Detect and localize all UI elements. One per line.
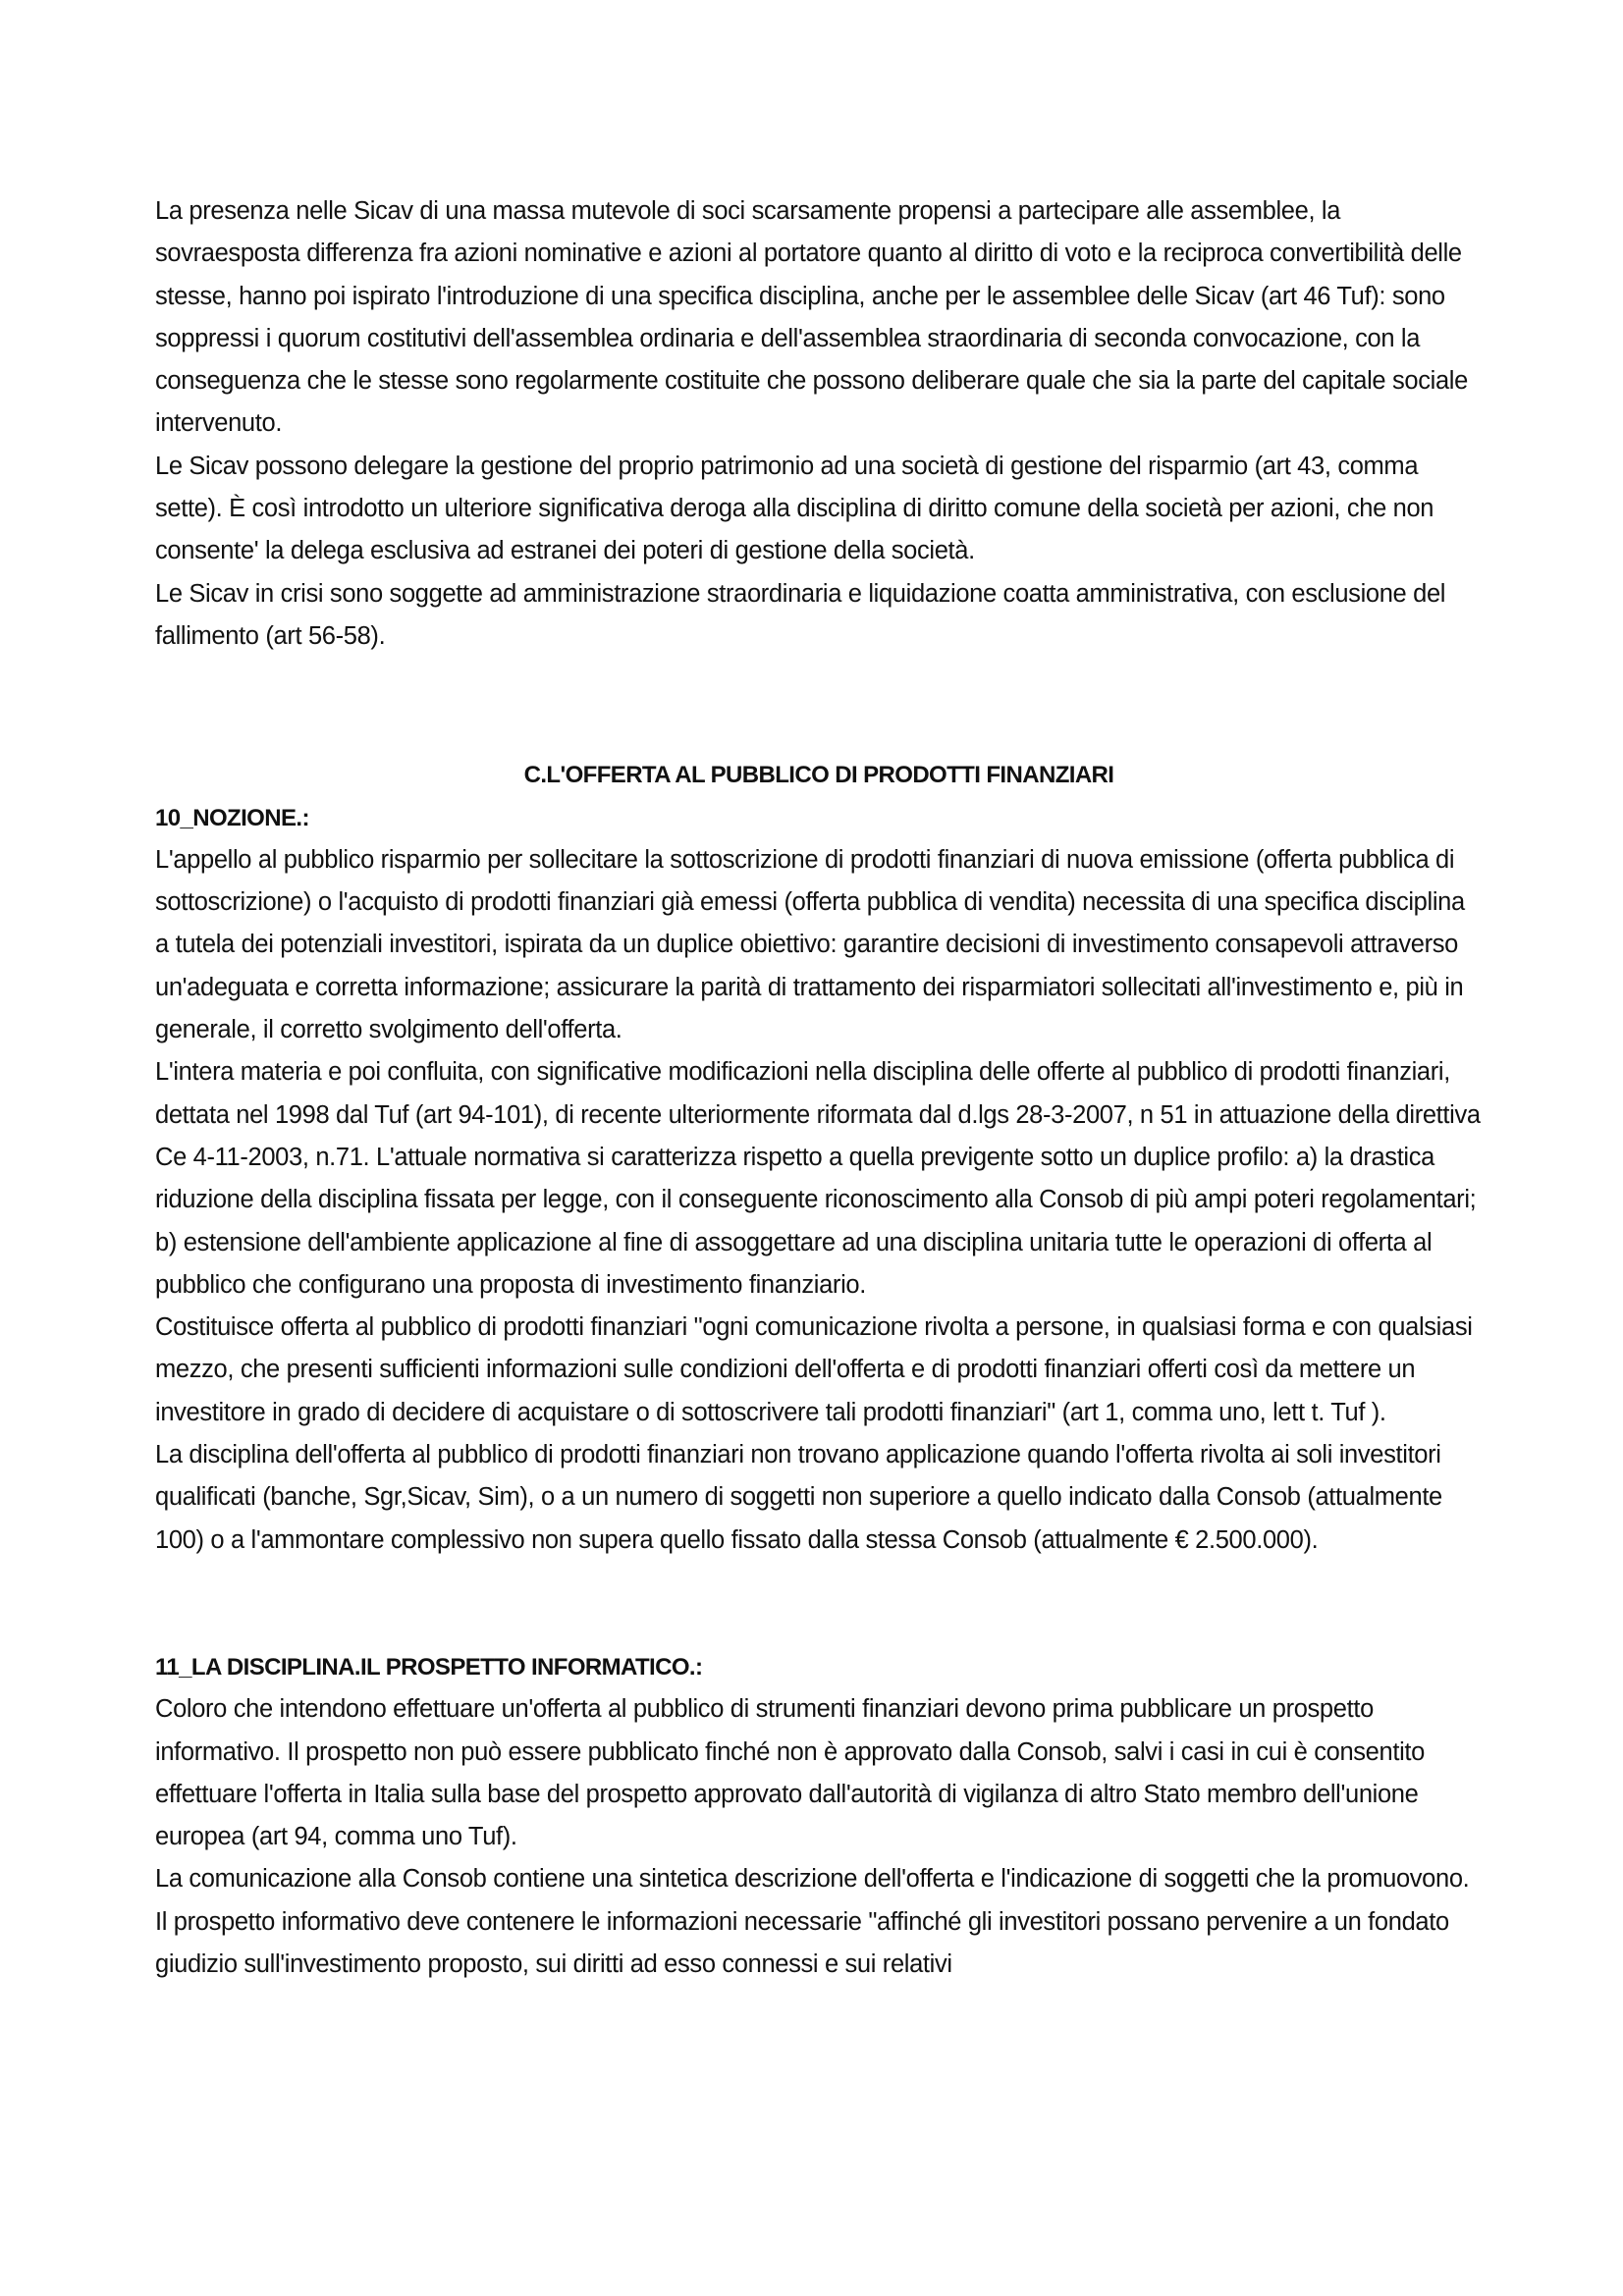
paragraph: Costituisce offerta al pubblico di prodotti finanziari "ogni comunicazione rivolta a persone, in qualsiasi forma e con qualsiasi mezzo, che presenti sufficienti informazioni sulle condizioni dell'offerta e di prodotti finanziari offerti così da mettere un investitore in grado di decidere di acquistare o di sottoscrivere tali prodotti finanziari" (art 1, comma uno, lett t. Tuf ).: [155, 1313, 1473, 1426]
paragraph: Coloro che intendono effettuare un'offerta al pubblico di strumenti finanziari devono prima pubblicare un prospetto informativo. Il prospetto non può essere pubblicato finché non è approvato dalla Consob, salvi i casi in cui è consentito effettuare l'offerta in Italia sulla base del prospetto approvato dall'autorità di vigilanza di altro Stato membro dell'unione europea (art 94, comma uno Tuf).: [155, 1695, 1425, 1851]
paragraph: Le Sicav possono delegare la gestione del proprio patrimonio ad una società di gestione del risparmio (art 43, comma sette). È così introdotto un ulteriore significativa deroga alla disciplina di diritto comune della società per azioni, che non consente' la delega esclusiva ad estranei dei poteri di gestione della società.: [155, 452, 1434, 565]
paragraph: La disciplina dell'offerta al pubblico di prodotti finanziari non trovano applicazione quando l'offerta rivolta ai soli investitori qualificati (banche, Sgr,Sicav, Sim), o a un numero di soggetti non superiore a quello indicato dalla Consob (attualmente 100) o a l'ammontare complessivo non supera quello fissato dalla stessa Consob (attualmente € 2.500.000).: [155, 1441, 1442, 1554]
section-heading: 11_LA DISCIPLINA.IL PROSPETTO INFORMATICO.:: [155, 1653, 703, 1681]
paragraph: L'appello al pubblico risparmio per sollecitare la sottoscrizione di prodotti finanziari di nuova emissione (offerta pubblica di sottoscrizione) o l'acquisto di prodotti finanziari già emessi (offerta pubblica di vendita) necessita di una specifica disciplina a tutela dei potenziali investitori, ispirata da un duplice obiettivo: garantire decisioni di investimento consapevoli attraverso un'adeguata e corretta informazione; assicurare la parità di trattamento dei risparmiatori sollecitati all'investimento e, più in generale, il corretto svolgimento dell'offerta.: [155, 845, 1465, 1044]
spacer: [155, 658, 1483, 754]
spacer: [155, 1562, 1483, 1646]
paragraph: Le Sicav in crisi sono soggette ad amministrazione straordinaria e liquidazione coatta amministrativa, con esclusione del fallimento (art 56-58).: [155, 579, 1446, 650]
paragraph: La comunicazione alla Consob contiene una sintetica descrizione dell'offerta e l'indicazione di soggetti che la promuovono. Il prospetto informativo deve contenere le informazioni necessarie "affinché gli investitori possano pervenire a un fondato giudizio sull'investimento proposto, sui diritti ad esso connessi e sui relativi: [155, 1865, 1470, 1978]
section-heading: 10_NOZIONE.:: [155, 804, 309, 831]
paragraph: La presenza nelle Sicav di una massa mutevole di soci scarsamente propensi a partecipare alle assemblee, la sovraesposta differenza fra azioni nominative e azioni al portatore quanto al diritto di voto e la reciproca convertibilità delle stesse, hanno poi ispirato l'introduzione di una specifica disciplina, anche per le assemblee delle Sicav (art 46 Tuf): sono soppressi i quorum costitutivi dell'assemblea ordinaria e dell'assemblea straordinaria di seconda convocazione, con la conseguenza che le stesse sono regolarmente costituite che possono deliberare quale che sia la parte del capitale sociale intervenuto.: [155, 197, 1468, 438]
paragraph: L'intera materia e poi confluita, con significative modificazioni nella disciplina delle offerte al pubblico di prodotti finanziari, dettata nel 1998 dal Tuf (art 94-101), di recente ulteriormente riformata dal d.lgs 28-3-2007, n 51 in attuazione della direttiva Ce 4-11-2003, n.71. L'attuale normativa si caratterizza rispetto a quella previgente sotto un duplice profilo: a) la drastica riduzione della disciplina fissata per legge, con il conseguente riconoscimento alla Consob di più ampi poteri regolamentari; b) estensione dell'ambiente applicazione al fine di assoggettare ad una disciplina unitaria tutte le operazioni di offerta al pubblico che configurano una proposta di investimento finanziario.: [155, 1058, 1481, 1299]
document-page: [155, 190, 1483, 1986]
section-title: C.L'OFFERTA AL PUBBLICO DI PRODOTTI FINANZIARI: [523, 762, 1114, 789]
